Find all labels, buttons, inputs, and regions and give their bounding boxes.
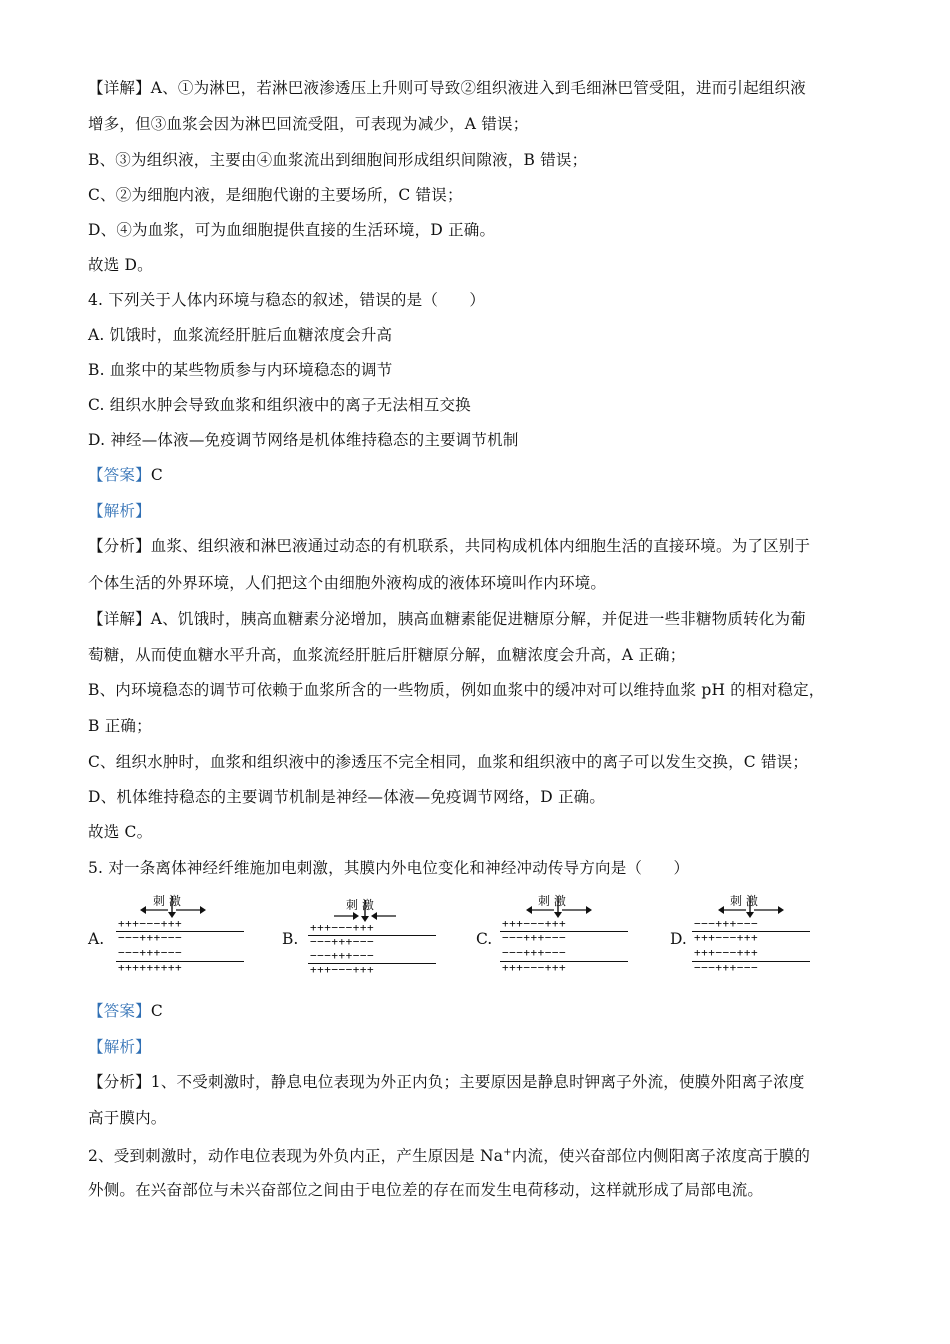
stimulus-label: 刺 激 (538, 894, 566, 908)
option-c: C. 组织水肿会导致血浆和组织液中的离子无法相互交换 (88, 396, 471, 414)
membrane-charge-row: −−−+++−−− (310, 949, 375, 962)
text-line: B 正确； (88, 717, 152, 735)
answer-value: C (150, 466, 163, 484)
answer-label: 【答案】 (88, 1002, 151, 1020)
text-line: 故选 D。 (88, 256, 153, 274)
superscript: + (503, 1147, 512, 1158)
text-line: 【分析】1、不受刺激时，静息电位表现为外正内负；主要原因是静息时钾离子外流，使膜外阳离子浓度 (88, 1073, 805, 1091)
text-line: 【详解】A、饥饿时，胰高血糖素分泌增加，胰高血糖素能促进糖原分解，并促进一些非糖物质转化为葡 (88, 610, 806, 628)
text-line: 【详解】A、①为淋巴，若淋巴液渗透压上升则可导致②组织液进入到毛细淋巴管受阻，进而引起组织液 (88, 79, 806, 97)
membrane-charge-row: −−−+++−−− (694, 961, 759, 974)
membrane-charge-row: +++++++++ (118, 961, 183, 974)
option-d-diagram (670, 888, 870, 978)
text-line: 外侧。在兴奋部位与未兴奋部位之间由于电位差的存在而发生电荷移动，这样就形成了局部电流。 (88, 1181, 764, 1199)
option-letter: D. (670, 930, 687, 948)
analysis-label: 【解析】 (88, 502, 151, 520)
stimulus-arrows-icon (308, 888, 438, 922)
option-a-diagram (88, 888, 288, 978)
text-line: 个体生活的外界环境，人们把这个由细胞外液构成的液体环境叫作内环境。 (88, 574, 607, 592)
question-5-options (88, 888, 888, 978)
text-line: 增多，但③血浆会因为淋巴回流受阻，可表现为减少，A 错误； (88, 115, 529, 133)
option-d: D. 神经—体液—免疫调节网络是机体维持稳态的主要调节机制 (88, 431, 519, 449)
analysis-label: 【解析】 (88, 1038, 151, 1056)
option-letter: C. (476, 930, 493, 948)
option-a: A. 饥饿时，血浆流经肝脏后血糖浓度会升高 (88, 326, 393, 344)
membrane-charge-row: −−−+++−−− (502, 931, 567, 944)
membrane-charge-row: +++−−−+++ (502, 961, 567, 974)
stimulus-arrows-icon (116, 888, 246, 918)
answer-line (88, 1001, 163, 1021)
membrane-charge-row: −−−+++−−− (118, 931, 183, 944)
option-letter: B. (282, 930, 299, 948)
option-b-diagram (282, 888, 482, 978)
membrane-charge-row: +++−−−+++ (502, 917, 567, 930)
text-line (88, 1143, 810, 1166)
answer-label: 【答案】 (88, 466, 151, 484)
stimulus-arrows-icon (500, 888, 630, 918)
membrane-charge-row: +++−−−+++ (310, 921, 375, 934)
stimulus-label: 刺 激 (346, 898, 374, 912)
text-line: C、组织水肿时，血浆和组织液中的渗透压不完全相同，血浆和组织液中的离子可以发生交换，C 错误； (88, 753, 809, 771)
membrane-charge-row: −−−+++−−− (502, 946, 567, 959)
text-line: D、机体维持稳态的主要调节机制是神经—体液—免疫调节网络，D 正确。 (88, 788, 606, 806)
text-line: B、内环境稳态的调节可依赖于血浆所含的一些物质，例如血浆中的缓冲对可以维持血浆 pH 的相对稳定， (88, 681, 825, 699)
option-letter: A. (88, 930, 105, 948)
text-segment: 2、受到刺激时，动作电位表现为外负内正，产生原因是 Na (88, 1147, 504, 1166)
stimulus-label: 刺 激 (730, 894, 758, 908)
membrane-charge-row: +++−−−+++ (694, 946, 759, 959)
text-line: 萄糖，从而使血糖水平升高，血浆流经肝脏后肝糖原分解，血糖浓度会升高，A 正确； (88, 646, 686, 664)
text-line: D、④为血浆，可为血细胞提供直接的生活环境，D 正确。 (88, 221, 496, 239)
question-5-stem: 5. 对一条离体神经纤维施加电刺激，其膜内外电位变化和神经冲动传导方向是（ ） (88, 859, 690, 877)
text-line: B、③为组织液，主要由④血浆流出到细胞间形成组织间隙液，B 错误； (88, 151, 588, 169)
answer-line (88, 465, 163, 485)
membrane-charge-row: −−−+++−−− (118, 946, 183, 959)
membrane-charge-row: +++−−−+++ (118, 917, 183, 930)
membrane-charge-row: +++−−−+++ (694, 931, 759, 944)
text-line: 高于膜内。 (88, 1109, 167, 1127)
option-b: B. 血浆中的某些物质参与内环境稳态的调节 (88, 361, 393, 379)
text-line: 故选 C。 (88, 823, 153, 841)
stimulus-arrows-icon (692, 888, 822, 918)
question-4-stem: 4. 下列关于人体内环境与稳态的叙述，错误的是（ ） (88, 291, 486, 309)
answer-value: C (150, 1002, 163, 1020)
text-line: C、②为细胞内液，是细胞代谢的主要场所，C 错误； (88, 186, 463, 204)
text-line: 【分析】血浆、组织液和淋巴液通过动态的有机联系，共同构成机体内细胞生活的直接环境。为了区别于 (88, 537, 811, 555)
stimulus-label: 刺 激 (153, 894, 181, 908)
text-segment: 内流，使兴奋部位内侧阳离子浓度高于膜的 (511, 1147, 811, 1166)
membrane-charge-row: −−−+++−−− (694, 917, 759, 930)
option-c-diagram (476, 888, 676, 978)
membrane-charge-row: −−−+++−−− (310, 935, 375, 948)
membrane-charge-row: +++−−−+++ (310, 963, 375, 976)
